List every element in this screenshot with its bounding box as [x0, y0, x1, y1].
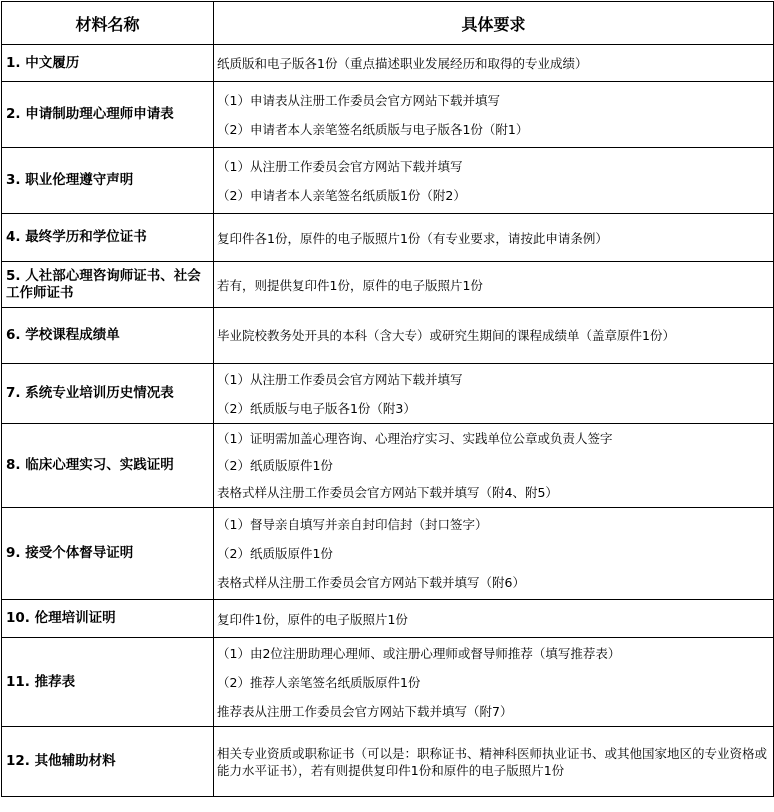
table-row	[2, 148, 774, 214]
requirement-line: 表格式样从注册工作委员会官方网站下载并填写（附4、附5）	[217, 485, 558, 500]
material-name: 7. 系统专业培训历史情况表	[2, 364, 214, 424]
requirement-line: 若有，则提供复印件1份，原件的电子版照片1份	[217, 277, 483, 293]
table-row	[2, 82, 774, 148]
requirement-line: 纸质版和电子版各1份（重点描述职业发展经历和取得的专业成绩）	[217, 56, 588, 71]
requirement-line: （1）督导亲自填写并亲自封印信封（封口签字）	[217, 517, 488, 532]
requirement-line: （1）由2位注册助理心理师、或注册心理师或督导师推荐（填写推荐表）	[217, 645, 621, 661]
requirement-cell	[214, 308, 774, 364]
requirement-cell	[214, 45, 774, 82]
material-name: 6. 学校课程成绩单	[2, 308, 214, 364]
table-row	[2, 214, 774, 262]
material-name: 1. 中文履历	[2, 45, 214, 82]
requirement-line: （1）从注册工作委员会官方网站下载并填写	[217, 371, 463, 387]
material-name: 2. 申请制助理心理师申请表	[2, 82, 214, 148]
requirement-line: （1）申请表从注册工作委员会官方网站下载并填写	[217, 92, 500, 108]
requirement-line: （1）证明需加盖心理咨询、心理治疗实习、实践单位公章或负责人签字	[217, 431, 613, 446]
requirement-cell	[214, 508, 774, 600]
material-name: 3. 职业伦理遵守声明	[2, 148, 214, 214]
table-row	[2, 262, 774, 308]
table-row	[2, 727, 774, 797]
requirement-line: 复印件1份，原件的电子版照片1份	[217, 611, 408, 627]
material-name: 11. 推荐表	[2, 638, 214, 727]
requirement-line: （1）从注册工作委员会官方网站下载并填写	[217, 158, 463, 174]
material-name: 9. 接受个体督导证明	[2, 508, 214, 600]
requirement-line: 毕业院校教务处开具的本科（含大专）或研究生期间的课程成绩单（盖章原件1份）	[217, 328, 675, 343]
requirement-cell	[214, 364, 774, 424]
header-requirement: 具体要求	[214, 2, 774, 45]
table-row	[2, 308, 774, 364]
requirement-line: （2）申请者本人亲笔签名纸质版1份（附2）	[217, 187, 466, 203]
requirement-line: （2）纸质版与电子版各1份（附3）	[217, 400, 416, 416]
requirement-line: 表格式样从注册工作委员会官方网站下载并填写（附6）	[217, 575, 525, 590]
table-row	[2, 364, 774, 424]
table-row	[2, 600, 774, 638]
requirement-cell	[214, 148, 774, 214]
requirement-cell	[214, 638, 774, 727]
material-name: 10. 伦理培训证明	[2, 600, 214, 638]
material-name: 4. 最终学历和学位证书	[2, 214, 214, 262]
requirement-cell	[214, 600, 774, 638]
materials-table	[1, 1, 774, 797]
requirement-line: （2）推荐人亲笔签名纸质版原件1份	[217, 674, 421, 690]
requirement-cell	[214, 82, 774, 148]
header-material-name: 材料名称	[2, 2, 214, 45]
requirement-line: 相关专业资质或职称证书（可以是：职称证书、精神科医师执业证书、或其他国家地区的专业资格或能力水平证书），若有则提供复印件1份和原件的电子版照片1份	[217, 745, 768, 778]
requirement-line: （2）申请者本人亲笔签名纸质版与电子版各1份（附1）	[217, 121, 529, 137]
material-name: 8. 临床心理实习、实践证明	[2, 424, 214, 508]
table-row	[2, 638, 774, 727]
table-row	[2, 424, 774, 508]
requirement-line: （2）纸质版原件1份	[217, 458, 333, 473]
material-name: 12. 其他辅助材料	[2, 727, 214, 797]
requirement-line: 复印件各1份，原件的电子版照片1份（有专业要求，请按此申请条例）	[217, 230, 608, 246]
requirement-cell	[214, 214, 774, 262]
requirement-line: 推荐表从注册工作委员会官方网站下载并填写（附7）	[217, 703, 513, 719]
material-name: 5. 人社部心理咨询师证书、社会工作师证书	[2, 262, 214, 308]
table-row	[2, 508, 774, 600]
header-row	[2, 2, 774, 45]
requirement-line: （2）纸质版原件1份	[217, 546, 333, 561]
requirement-cell	[214, 262, 774, 308]
requirement-cell	[214, 727, 774, 797]
table-row	[2, 45, 774, 82]
requirement-cell	[214, 424, 774, 508]
